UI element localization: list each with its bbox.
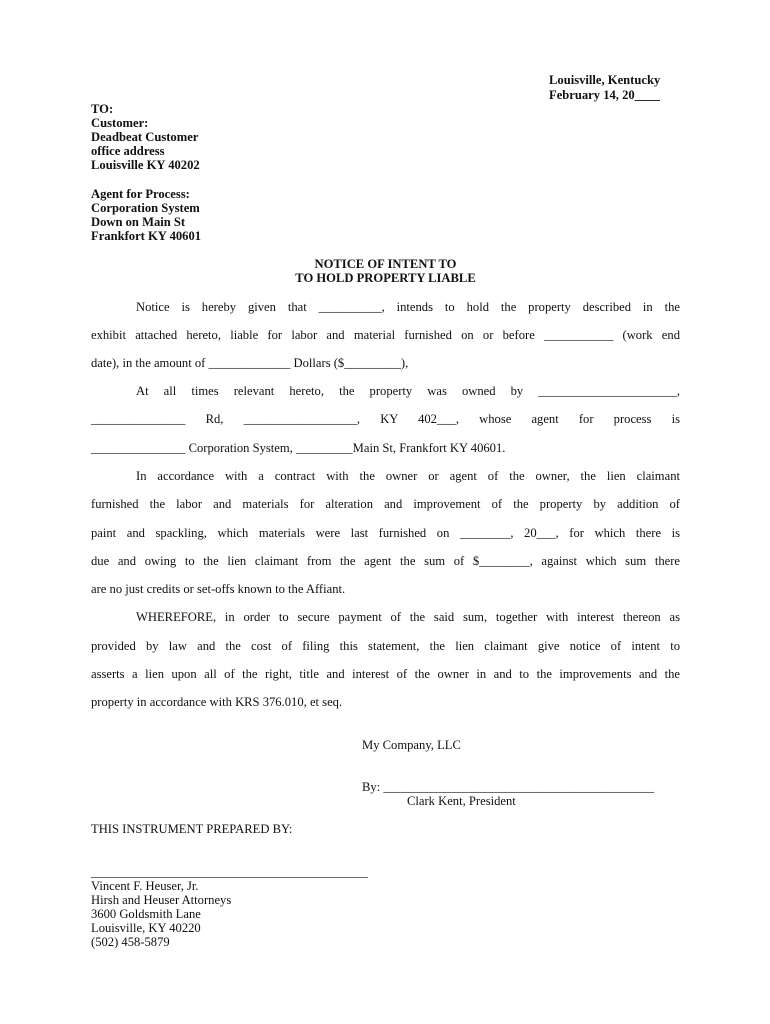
body-p3-line-4: due and owing to the lien claimant from the agent the sum of $________, against which sum there (91, 554, 680, 568)
body-p1-line-3: date), in the amount of _____________ Dollars ($_________), (91, 356, 409, 370)
body-p4-line-3: asserts a lien upon all of the right, title and interest of the owner in and to the improvements and the (91, 667, 680, 681)
header-city: Louisville, Kentucky (549, 73, 661, 87)
preparer-firm: Hirsh and Heuser Attorneys (91, 893, 232, 907)
body-p3-line-3: paint and spackling, which materials were last furnished on ________, 20___, for which there is (91, 526, 680, 540)
customer-label: Customer: (91, 116, 149, 130)
agent-name: Corporation System (91, 201, 200, 215)
signer-name: Clark Kent, President (407, 794, 516, 808)
body-p4-line-1: WHEREFORE, in order to secure payment of the said sum, together with interest thereon as (136, 610, 680, 624)
company-name: My Company, LLC (362, 738, 461, 752)
preparer-address: 3600 Goldsmith Lane (91, 907, 201, 921)
body-p3-line-1: In accordance with a contract with the owner or agent of the owner, the lien claimant (136, 469, 680, 483)
title-line-1: NOTICE OF INTENT TO (314, 257, 457, 271)
preparer-name: Vincent F. Heuser, Jr. (91, 879, 199, 893)
preparer-phone: (502) 458-5879 (91, 935, 170, 949)
preparer-city: Louisville, KY 40220 (91, 921, 201, 935)
prepared-by-label: THIS INSTRUMENT PREPARED BY: (91, 822, 293, 836)
agent-city: Frankfort KY 40601 (91, 229, 202, 243)
body-p4-line-2: provided by law and the cost of filing this statement, the lien claimant give notice of intent to (91, 639, 680, 653)
body-p2-line-2: _______________ Rd, __________________, KY 402___, whose agent for process is (91, 412, 680, 426)
body-p1-line-2: exhibit attached hereto, liable for labor and material furnished on or before ___________ (work end (91, 328, 680, 342)
body-p2-line-3: _______________ Corporation System, _________Main St, Frankfort KY 40601. (91, 441, 506, 455)
customer-address: office address (91, 144, 165, 158)
title-line-2: TO HOLD PROPERTY LIABLE (295, 271, 476, 285)
signature-line: By: ___________________________________________ (362, 780, 655, 794)
body-p4-line-4: property in accordance with KRS 376.010, et seq. (91, 695, 343, 709)
customer-city: Louisville KY 40202 (91, 158, 200, 172)
body-p1-line-1: Notice is hereby given that __________, intends to hold the property described in the (136, 300, 680, 314)
agent-address: Down on Main St (91, 215, 186, 229)
body-p3-line-2: furnished the labor and materials for alteration and improvement of the property by addition of (91, 497, 680, 511)
preparer-rule: ____________________________________________ (91, 865, 369, 879)
customer-name: Deadbeat Customer (91, 130, 199, 144)
header-date: February 14, 20____ (549, 88, 660, 102)
body-p3-line-5: are no just credits or set-offs known to the Affiant. (91, 582, 346, 596)
agent-label: Agent for Process: (91, 187, 190, 201)
to-label: TO: (91, 102, 114, 116)
body-p2-line-1: At all times relevant hereto, the property was owned by ______________________, (136, 384, 680, 398)
